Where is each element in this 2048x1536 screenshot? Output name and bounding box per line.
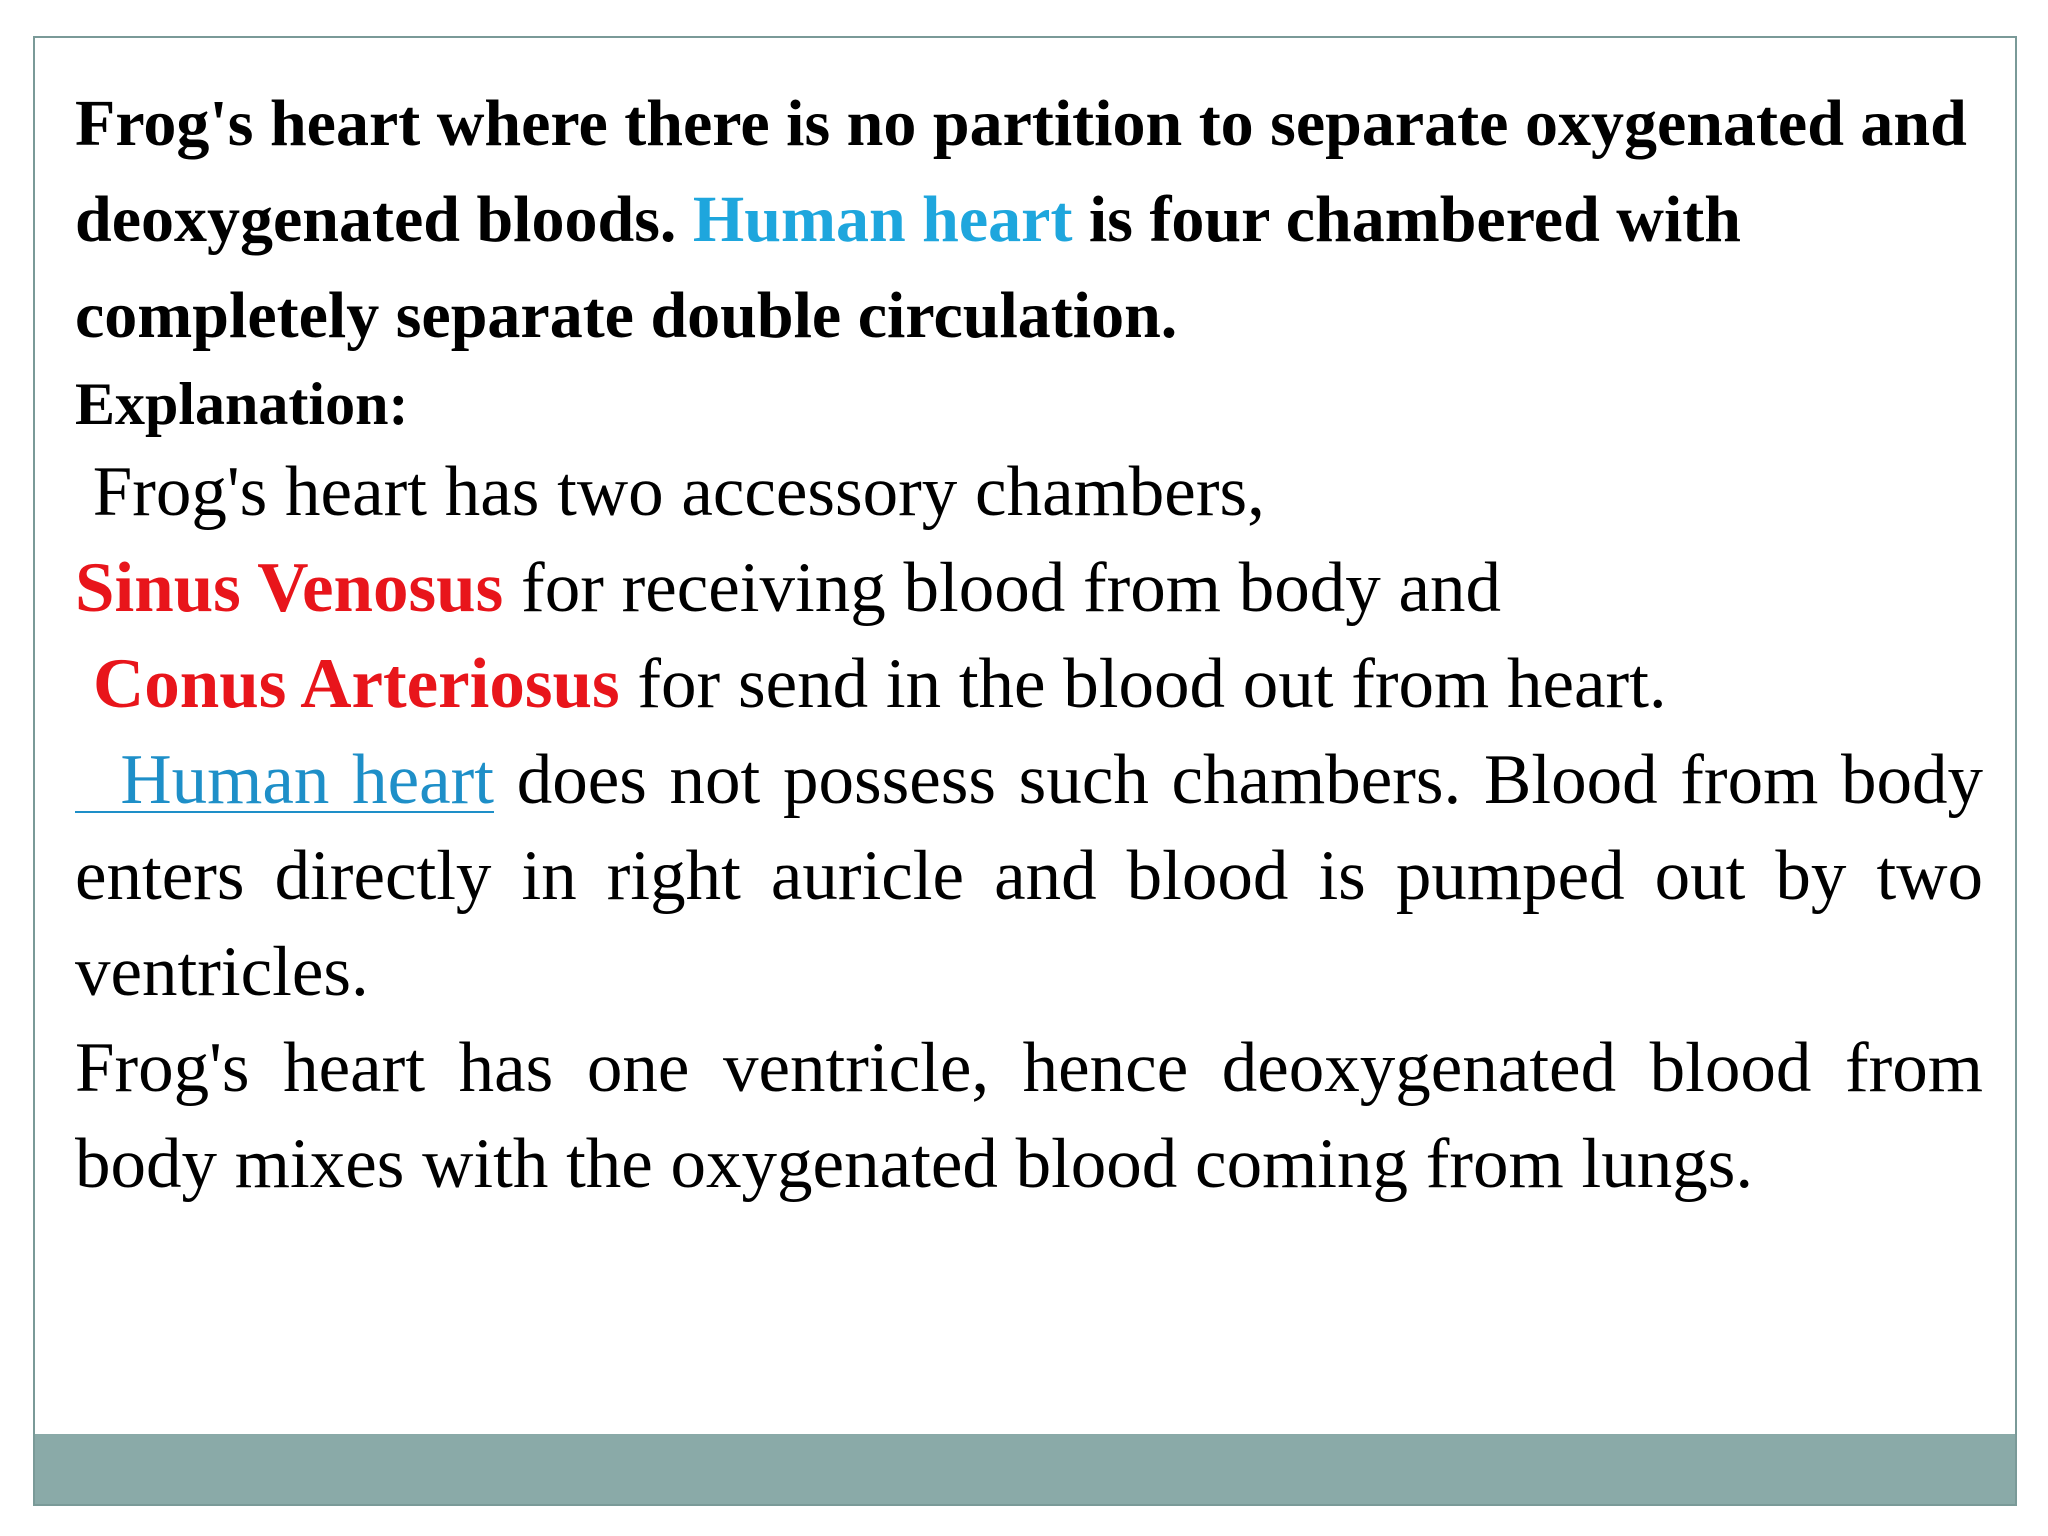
intro-paragraph xyxy=(75,76,1983,364)
sinus-venosus-line xyxy=(75,540,1983,636)
sinus-venosus-term: Sinus Venosus xyxy=(75,549,504,627)
intro-text-2: is four chambered with completely separate double circulation. xyxy=(75,183,1741,352)
conus-arteriosus-term: Conus Arteriosus xyxy=(93,645,620,723)
conus-arteriosus-description: for send in the blood out from heart. xyxy=(619,645,1667,723)
human-heart-paragraph xyxy=(75,732,1983,1020)
intro-text-1: Frog's heart where there is no partition to separate oxygenated and deoxygenated bloods. xyxy=(75,87,1967,256)
human-heart-link[interactable]: Human heart xyxy=(75,741,494,819)
human-heart-description: does not possess such chambers. Blood from body enters directly in right auricle and blood is pumped out by two ventricles. xyxy=(75,741,1983,1011)
slide-content xyxy=(75,76,1983,1212)
conus-arteriosus-line xyxy=(75,636,1983,732)
accessory-chambers-line: Frog's heart has two accessory chambers, xyxy=(75,453,1265,531)
sinus-venosus-description: for receiving blood from body and xyxy=(503,549,1501,627)
human-heart-highlight: Human heart xyxy=(692,183,1073,256)
footer-bar xyxy=(35,1434,2015,1504)
explanation-heading: Explanation: xyxy=(75,371,409,437)
frog-ventricle-paragraph: Frog's heart has one ventricle, hence deoxygenated blood from body mixes with the oxygenated blood coming from lungs. xyxy=(75,1029,1983,1203)
slide xyxy=(33,36,2017,1506)
